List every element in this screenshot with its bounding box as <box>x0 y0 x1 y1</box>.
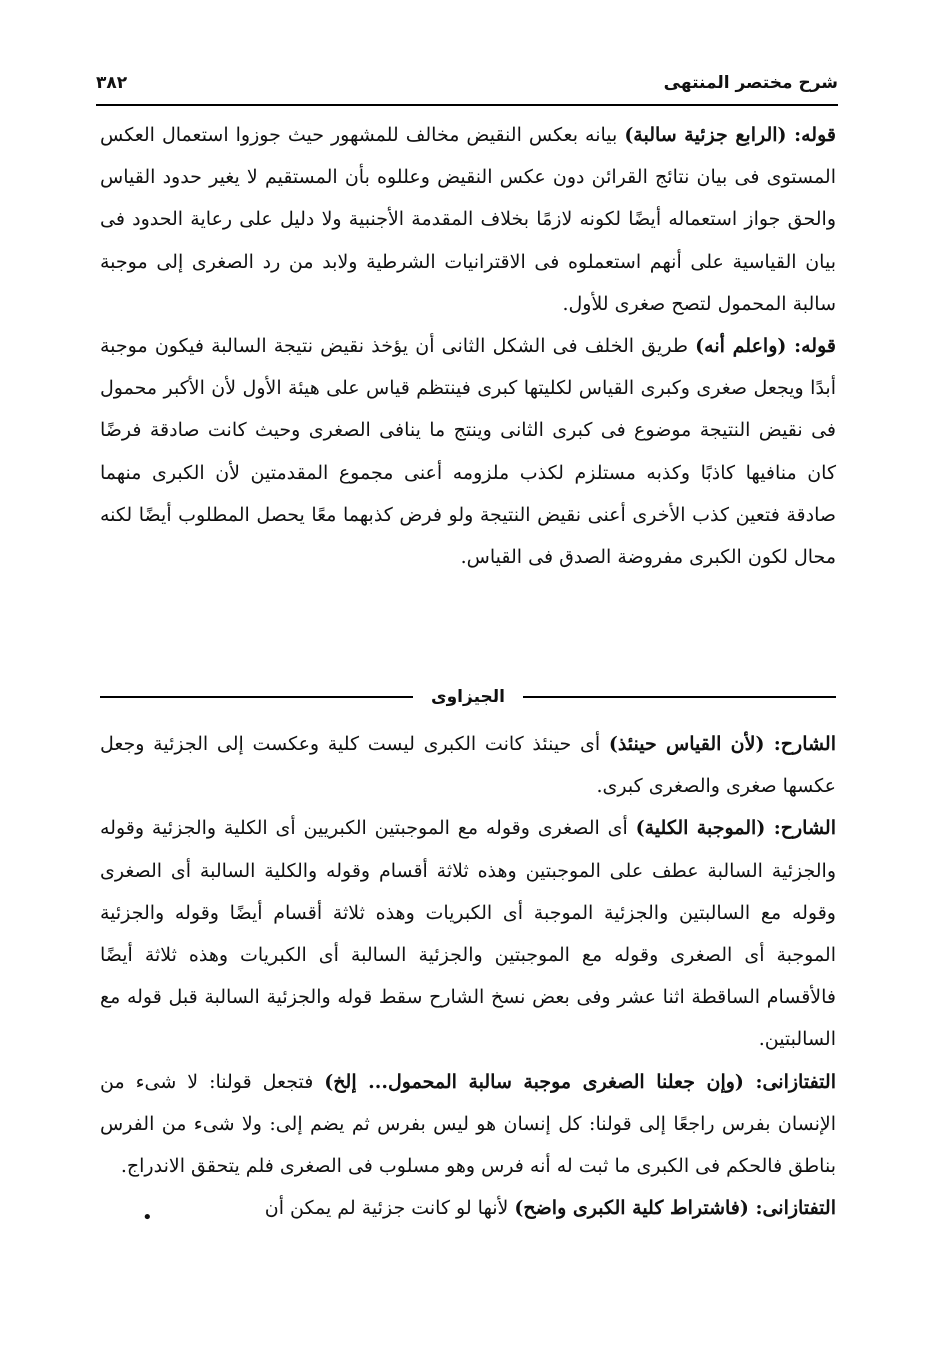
paragraph-lead: الشارح: (الموجبة الكلية) <box>635 817 836 840</box>
running-header <box>96 66 838 100</box>
page-number: ٣٨٢ <box>96 73 128 93</box>
divider-title: الجيزاوى <box>431 687 505 707</box>
section-divider <box>100 683 836 711</box>
stray-mark: • <box>142 1207 153 1228</box>
paragraph-lead: قوله: (واعلم أنه) <box>695 335 836 358</box>
commentary-text <box>100 723 836 1229</box>
paragraph-lead: التفتازانى: (وإن جعلنا الصغرى موجبة سالبة المحمول... إلخ) <box>324 1070 836 1093</box>
commentary-paragraph <box>100 1061 836 1188</box>
paragraph-text: أى حينئذ كانت الكبرى ليست كلية وعكست إلى الجزئية وجعل عكسها صغرى والصغرى كبرى. <box>100 733 836 798</box>
paragraph-text: فتجعل قولنا: لا شىء من الإنسان بفرس راجعًا إلى قولنا: كل إنسان هو ليس بفرس ثم يضم إلى: ولا شىء من الفرس بناطق فالحكم فى الكبرى ما ثبت له أنه فرس وهو مسلوب فى الصغرى فلم يتحقق الاندراج. <box>100 1070 836 1178</box>
main-paragraph <box>100 114 836 325</box>
paragraph-text: طريق الخلف فى الشكل الثانى أن يؤخذ نقيض نتيجة السالبة فيكون موجبة أبدًا ويجعل صغرى وكبرى القياس لكليتها كبرى فينتظم قياس على هيئة الأول لأن الأكبر محمول فى نقيض النتيجة موضوع فى كبرى الثانى وينتج ما ينافى الصغرى وحيث كانت صادقة فرضًا كان منافيها كاذبًا وكذبه مستلزم لكذب ملزومه أعنى مجموع المقدمتين لأن الكبرى منهما صادقة فتعين كذب الأخرى أعنى نقيض النتيجة ولو فرض كذبهما معًا يحصل المطلوب أيضًا لكنه محال لكون الكبرى مفروضة الصدق فى القياس. <box>100 335 836 569</box>
paragraph-lead: قوله: (الرابع جزئية سالبة) <box>624 124 836 146</box>
commentary-paragraph <box>100 807 836 1060</box>
commentary-paragraph <box>100 1187 836 1229</box>
divider-line <box>523 696 836 698</box>
paragraph-text: بيانه بعكس النقيض مخالف للمشهور حيث جوزوا استعمال العكس المستوى فى بيان نتائج القرائن دون عكس النقيض وعللوه بأن المستقيم لا يغير حدود القياس والحق جواز استعماله أيضًا لكونه لازمًا بخلاف المقدمة الأجنبية ولا دليل على رعاية الحدود فى بيان القياسية على أنهم استعملوه فى الاقترانيات الشرطية ولابد من رد الصغرى إلى موجبة سالبة المحمول لتصح صغرى للأول. <box>100 124 836 315</box>
main-text <box>100 114 836 578</box>
paragraph-lead: الشارح: (لأن القياس حينئذ) <box>608 733 836 755</box>
paragraph-lead: التفتازانى: (فاشتراط كلية الكبرى واضح) <box>514 1197 836 1220</box>
book-title: شرح مختصر المنتهى <box>663 73 838 93</box>
main-paragraph <box>100 325 836 578</box>
header-rule <box>96 104 838 106</box>
paragraph-text: لأنها لو كانت جزئية لم يمكن أن <box>264 1197 515 1220</box>
divider-line <box>100 696 413 698</box>
paragraph-text: أى الصغرى وقوله مع الموجبتين الكبريين أى الكلية والجزئية وقوله والجزئية السالبة عطف على الموجبتين وهذه ثلاثة أقسام وقوله والكلية السالبة أى الصغرى وقوله مع السالبتين والجزئية الموجبة أى الكبريات وهذه ثلاثة أقسام أيضًا وقوله والجزئية الموجبة أى الصغرى وقوله مع الموجبتين والجزئية السالبة أى الكبريات وهذه ثلاثة أيضًا فالأقسام الساقطة اثنا عشر وفى بعض نسخ الشارح سقط قوله والجزئية السالبة قبل قوله مع السالبتين. <box>100 817 836 1051</box>
commentary-paragraph <box>100 723 836 807</box>
